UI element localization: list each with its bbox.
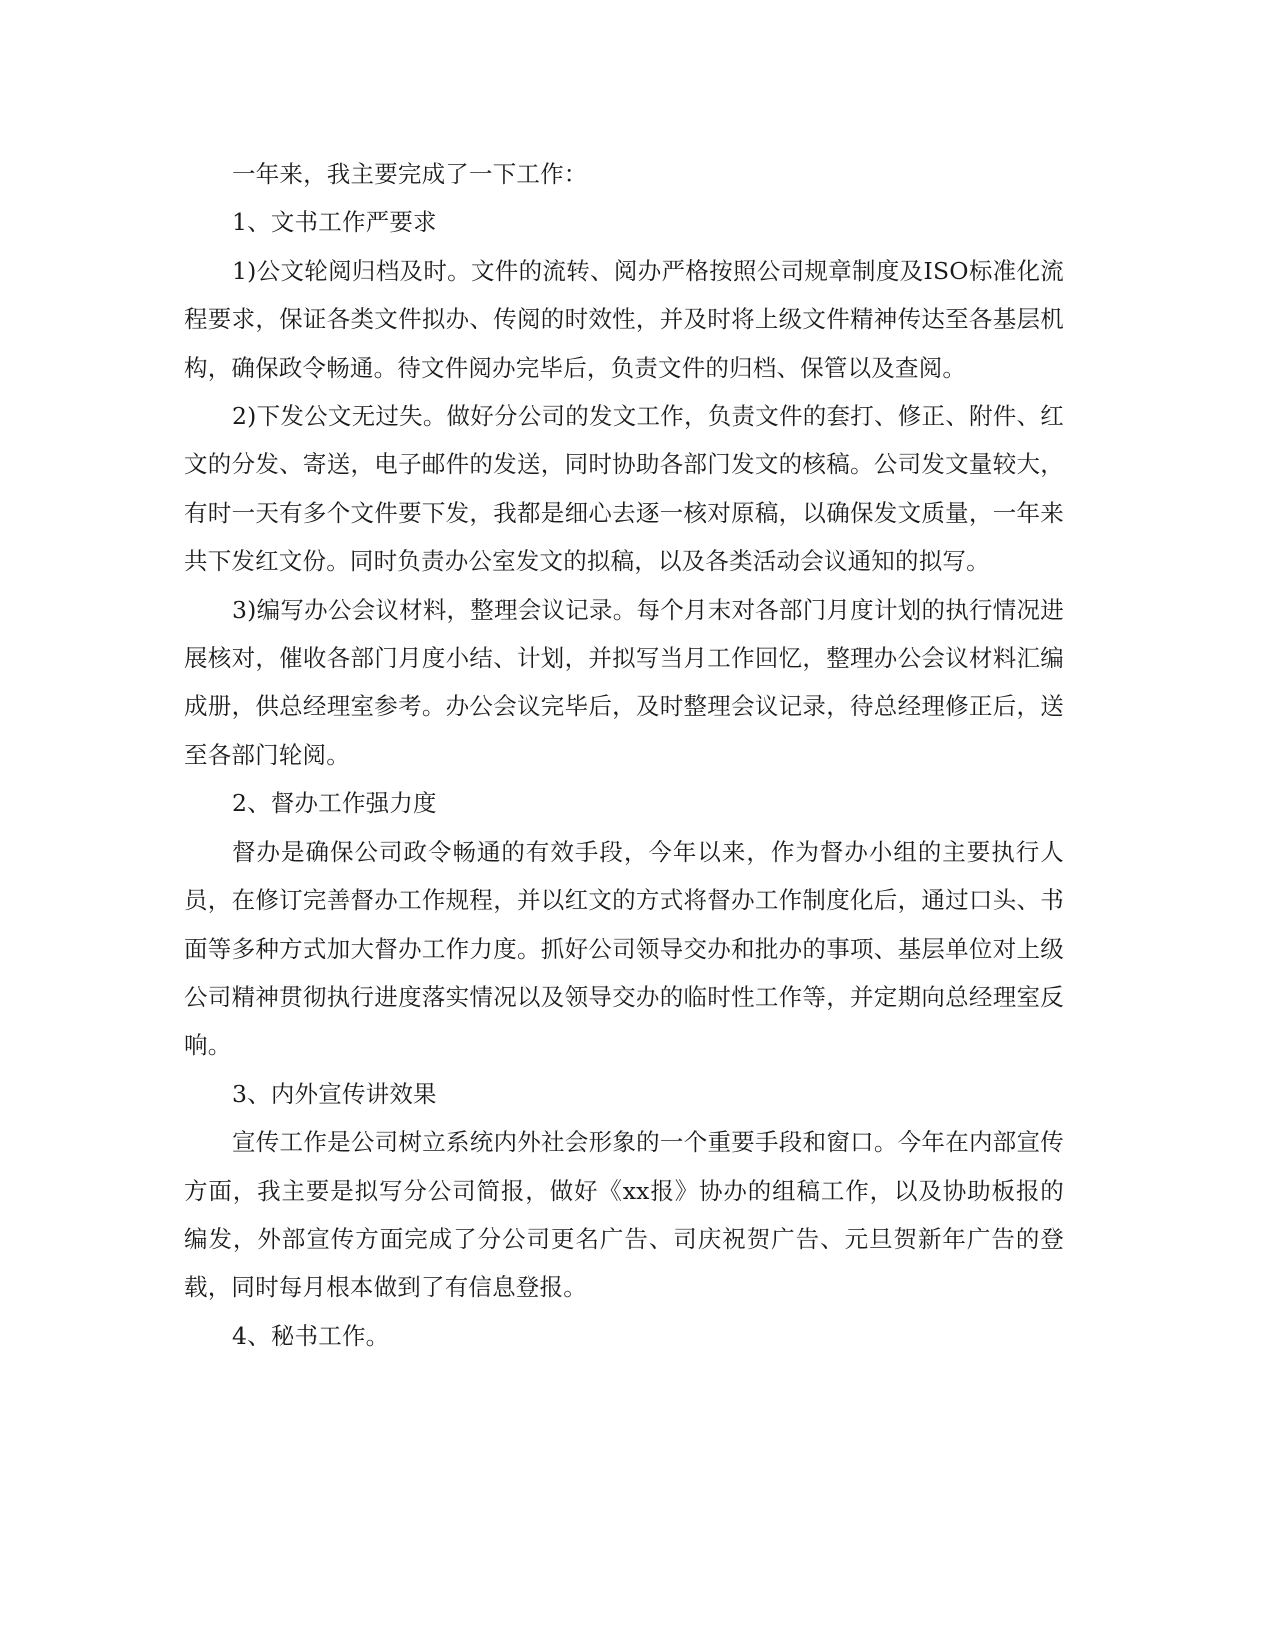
body-paragraph: 3)编写办公会议材料，整理会议记录。每个月末对各部门月度计划的执行情况进展核对，催收各部门月度小结、计划，并拟写当月工作回忆，整理办公会议材料汇编成册，供总经理室参考。办公会议完毕后，及时整理会议记录，待总经理修正后，送至各部门轮阅。 xyxy=(184,595,1064,769)
section-heading-3: 3、内外宣传讲效果 xyxy=(232,1079,437,1108)
body-paragraph: 1)公文轮阅归档及时。文件的流转、阅办严格按照公司规章制度及ISO标准化流程要求，保证各类文件拟办、传阅的时效性，并及时将上级文件精神传达至各基层机构，确保政令畅通。待文件阅办完毕后，负责文件的归档、保管以及查阅。 xyxy=(184,256,1064,382)
section-heading-4: 4、秘书工作。 xyxy=(232,1321,390,1350)
body-paragraph: 宣传工作是公司树立系统内外社会形象的一个重要手段和窗口。今年在内部宣传方面，我主要是拟写分公司简报，做好《xx报》协办的组稿工作，以及协助板报的编发，外部宣传方面完成了分公司更名广告、司庆祝贺广告、元旦贺新年广告的登载，同时每月根本做到了有信息登报。 xyxy=(184,1128,1064,1302)
section-heading-2: 2、督办工作强力度 xyxy=(232,789,437,818)
body-paragraph: 2)下发公文无过失。做好分公司的发文工作，负责文件的套打、修正、附件、红文的分发、寄送，电子邮件的发送，同时协助各部门发文的核稿。公司发文量较大，有时一天有多个文件要下发，我都是细心去逐一核对原稿，以确保发文质量，一年来共下发红文份。同时负责办公室发文的拟稿，以及各类活动会议通知的拟写。 xyxy=(184,402,1064,576)
intro-paragraph: 一年来，我主要完成了一下工作： xyxy=(232,160,588,188)
section-heading-1: 1、文书工作严要求 xyxy=(232,208,437,237)
body-paragraph: 督办是确保公司政令畅通的有效手段，今年以来，作为督办小组的主要执行人员，在修订完善督办工作规程，并以红文的方式将督办工作制度化后，通过口头、书面等多种方式加大督办工作力度。抓好公司领导交办和批办的事项、基层单位对上级公司精神贯彻执行进度落实情况以及领导交办的临时性工作等，并定期向总经理室反响。 xyxy=(184,837,1064,1060)
document-body xyxy=(184,150,1064,1360)
